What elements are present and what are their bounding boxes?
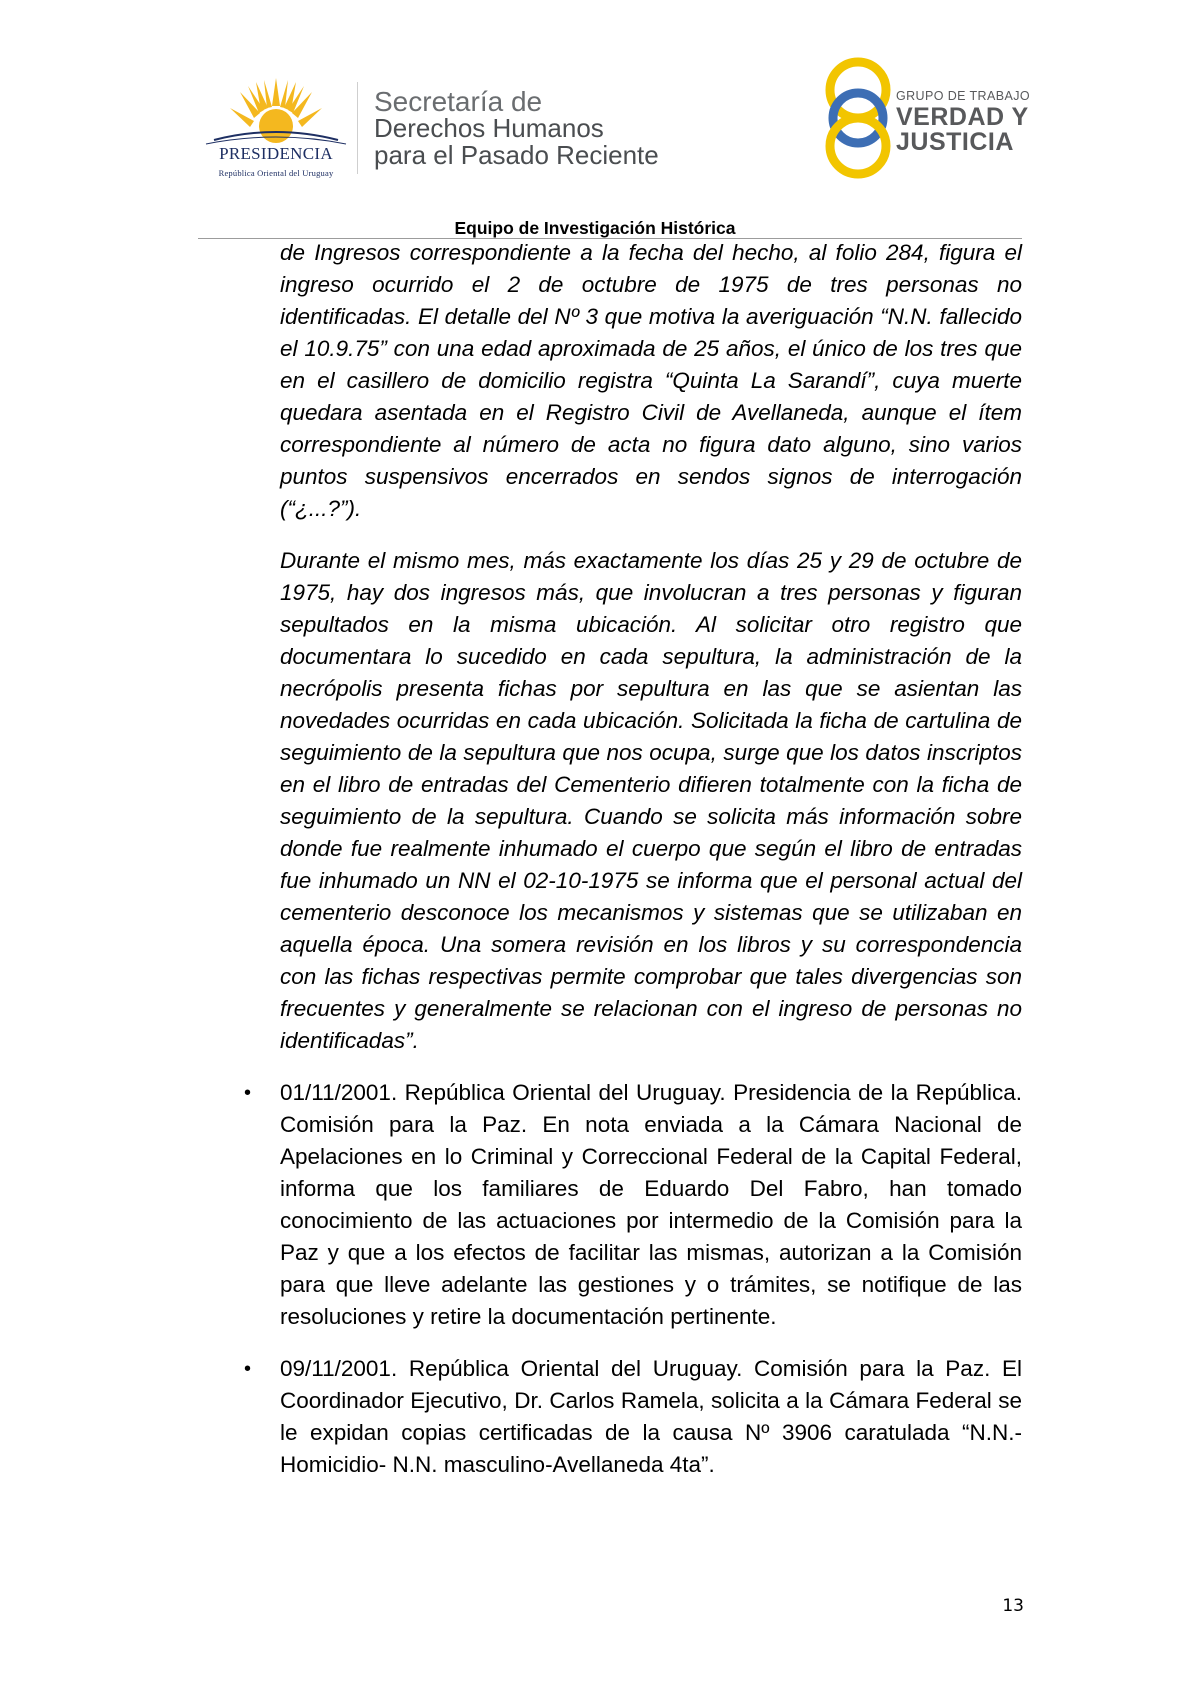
list-item-text: 01/11/2001. República Oriental del Uruguay. Presidencia de la República. Comisión para la Paz. En nota enviada a la Cámara Nacional de Apelaciones en lo Criminal y Correccional Federal de la Capital Federal, informa que los familiares de Eduardo Del Fabro, han tomado conocimiento de las actuaciones por intermedio de la Comisión para la Paz y que a los efectos de facilitar las mismas, autorizan a la Comisión para que lleve adelante las gestiones y o trámites, se notifique de las resoluciones y retire la documentación pertinente. — [280, 1080, 1022, 1329]
linked-rings-icon — [820, 56, 896, 180]
secretaria-line-1: Secretaría de — [374, 86, 543, 117]
quote-paragraph-1: de Ingresos correspondiente a la fecha del hecho, al folio 284, figura el ingreso ocurrido el 2 de octubre de 1975 de tres personas no identificadas. El detalle del Nº 3 que motiva la averiguación “N.N. fallecido el 10.9.75” con una edad aproximada de 25 años, el único de los tres que en el casillero de domicilio registra “Quinta La Sarandí”, cuya muerte quedara asentada en el Registro Civil de Avellaneda, aunque el ítem correspondiente al número de acta no figura dato alguno, sino varios puntos suspensivos encerrados en sendos signos de interrogación (“¿...?”). — [280, 240, 1022, 521]
gtvj-line-1: GRUPO DE TRABAJO — [896, 89, 1030, 103]
bullet-icon: • — [244, 1358, 252, 1380]
logo-divider — [357, 82, 358, 174]
list-item — [244, 1353, 1022, 1481]
bullet-icon: • — [244, 1082, 252, 1104]
quote-paragraph-2: Durante el mismo mes, más exactamente los días 25 y 29 de octubre de 1975, hay dos ingresos más, que involucran a tres personas y figuran sepultados en la misma ubicación. Al solicitar otro registro que documentara lo sucedido en cada sepultura, la administración de la necrópolis presenta fichas por sepultura en las que se asientan las novedades ocurridas en cada ubicación. Solicitada la ficha de cartulina de seguimiento de la sepultura que nos ocupa, surge que los datos inscriptos en el libro de entradas del Cementerio difieren totalmente con la ficha de seguimiento de la sepultura. Cuando se solicita más información sobre donde fue realmente inhumado el cuerpo que según el libro de entradas fue inhumado un NN el 02-10-1975 se informa que el personal actual del cementerio desconoce los mecanismos y sistemas que se utilizaban en aquella época. Una somera revisión en los libros y su correspondencia con las fichas respectivas permite comprobar que tales divergencias son frecuentes y generalmente se relacionan con el ingreso de personas no identificadas”. — [280, 548, 1022, 1053]
secretaria-logo-text — [374, 88, 659, 169]
page-header — [0, 0, 1190, 250]
presidencia-wordmark: PRESIDENCIA — [219, 144, 333, 163]
sun-emblem-icon — [196, 76, 356, 146]
document-body — [244, 237, 1022, 1481]
presidencia-logo — [196, 76, 356, 176]
team-title: Equipo de Investigación Histórica — [454, 218, 736, 238]
gtvj-line-2: VERDAD Y — [896, 103, 1029, 131]
verdad-justicia-logo — [820, 56, 1030, 180]
page-number: 13 — [1002, 1596, 1024, 1616]
presidencia-subtitle: República Oriental del Uruguay — [218, 168, 334, 178]
gtvj-line-3: JUSTICIA — [896, 128, 1014, 156]
secretaria-line-3: para el Pasado Reciente — [374, 140, 659, 170]
list-item-text: 09/11/2001. República Oriental del Uruguay. Comisión para la Paz. El Coordinador Ejecutivo, Dr. Carlos Ramela, solicita a la Cámara Federal se le expidan copias certificadas de la causa Nº 3906 caratulada “N.N.-Homicidio- N.N. masculino-Avellaneda 4ta”. — [280, 1356, 1022, 1477]
list-item — [244, 1077, 1022, 1333]
secretaria-line-2: Derechos Humanos — [374, 113, 604, 143]
